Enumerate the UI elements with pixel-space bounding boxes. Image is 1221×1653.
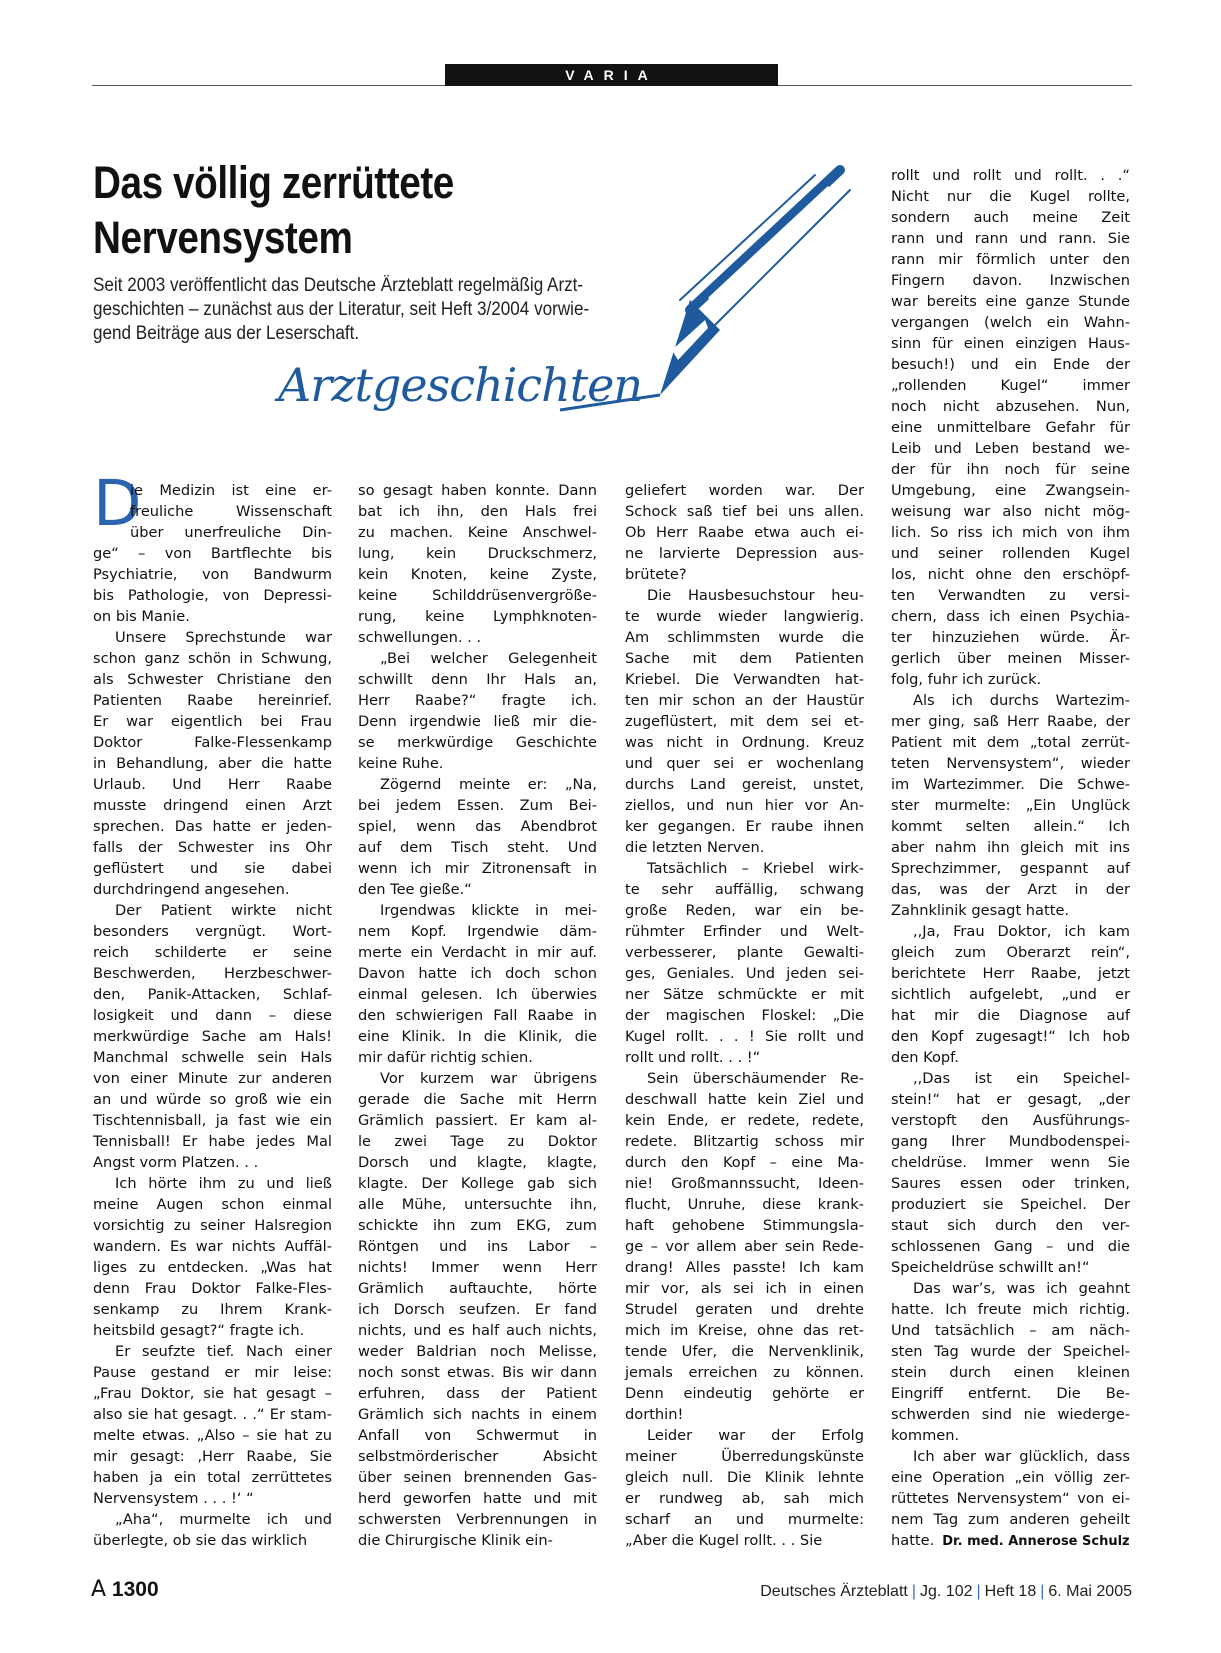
text-line: noch nicht abzusehen. Nun, [891,398,1130,415]
text-line: redete. Blitzartig schoss mir [625,1133,864,1150]
text-line: Grämlich sich nachts in einem [358,1406,597,1423]
separator: | [976,1583,981,1600]
text-line: drang! Alles passte! Ich kam [625,1259,864,1276]
text-line: besuch!) und ein Ende der [891,356,1130,373]
text-line: Leider war der Erfolg [647,1427,864,1444]
text-line: Speicheldrüse schwillt an!“ [891,1259,1090,1276]
text-line: los, nicht ohne den erschöpf- [891,566,1130,583]
text-line: Irgendwas klickte in mei- [380,902,597,919]
text-line: ten mir schon an der Haustür [625,692,864,709]
text-line: melte etwas. „Also – sie hat zu [93,1427,332,1444]
text-line: ge“ – von Bartflechte bis [93,545,332,562]
text-line: durchdringend angesehen. [93,881,290,898]
text-line: verbesserer, plante Gewalti- [625,944,864,961]
text-line: weder Baldrian noch Melisse, [358,1343,597,1360]
text-line: cheldrüse. Immer wenn Sie [891,1154,1130,1171]
text-line: erfuhren, dass der Patient [358,1385,597,1402]
text-line: kommen. [891,1427,960,1444]
text-line: durchs Land gereist, unstet, [625,776,864,793]
text-line: als Schwester Christiane den [93,671,332,688]
text-line: den schwierigen Fall Raabe in [358,1007,597,1024]
article-intro [93,274,590,346]
article-column-4 [891,165,1130,1552]
text-line: spiel, wenn das Abendbrot [358,818,597,835]
article-column-2 [358,480,597,1551]
text-line: klagte. Der Kollege gab sich [358,1175,597,1192]
text-line: ,,Ja, Frau Doktor, ich kam [913,923,1130,940]
text-line: an und würde so groß wie ein [93,1091,332,1108]
text-line: Sprechzimmer, gespannt auf [891,860,1130,877]
headline-line-1: Das völlig zerrüttete [93,157,454,208]
text-line: die letzten Nerven. [625,839,765,856]
text-line: Angst vorm Platzen. . . [93,1154,259,1171]
text-line: kommt selten allein.“ Ich [891,818,1130,835]
text-line: schwillt denn Ihr Hals an, [358,671,597,688]
text-line: Psychiatrie, von Bandwurm [93,566,332,583]
text-line: folg, fuhr ich zurück. [891,671,1042,688]
intro-line-3: gend Beiträge aus der Leserschaft. [93,323,360,344]
text-line: le zwei Tage zu Doktor [358,1133,597,1150]
text-line: schlossenen Gang – und die [891,1238,1130,1255]
text-line: senkamp zu Ihrem Krank- [93,1301,332,1318]
page-number-value: 1300 [111,1578,159,1601]
text-line: Sache mit dem Patienten [625,650,864,667]
text-line: „rollenden Kugel“ immer [891,377,1130,394]
text-line: mir dafür richtig schien. [358,1049,533,1066]
text-line: merte ein Verdacht in mir auf. [358,944,597,961]
text-line: losigkeit und dann – diese [93,1007,332,1024]
text-line: Zahnklinik gesagt hatte. [891,902,1070,919]
text-line: teten Nervensystem“, wieder [891,755,1130,772]
text-line: gerade die Sache mit Herrn [358,1091,597,1108]
text-line: über unerfreuliche Din- [130,524,332,541]
text-line: bei jedem Essen. Zum Bei- [358,797,597,814]
text-line: bis Pathologie, von Depressi- [93,587,332,604]
text-line: Strudel geraten und drehte [625,1301,864,1318]
text-line: Urlaub. Und Herr Raabe [93,776,332,793]
author-signature: Dr. med. Annerose Schulz [942,1534,1130,1549]
text-line: Fingern davon. Inzwischen [891,272,1130,289]
text-line: nem Kopf. Irgendwie däm- [358,923,597,940]
text-line: überlegte, ob sie das wirklich [93,1532,308,1549]
article-column-3 [625,480,864,1551]
text-line: Sein überschäumender Re- [647,1070,864,1087]
text-line: Patient mit dem „total zerrüt- [891,734,1130,751]
text-line: bat ich ihn, den Hals frei [358,503,597,520]
text-line: ges, Geniales. Und jeden sei- [625,965,864,982]
text-line: besonders vergnügt. Wort- [93,923,332,940]
text-line: lung, kein Druckschmerz, [358,545,597,562]
intro-line-2: geschichten – zunächst aus der Literatur, seit Heft 3/2004 vorwie- [93,299,590,320]
text-line: nem Tag zum anderen geheilt [891,1511,1130,1528]
text-line: schwersten Verbrennungen in [358,1511,597,1528]
text-line: herd geworfen hatte und mit [358,1490,597,1507]
text-line: te sehr auffällig, schwang [625,881,864,898]
text-line: scharf an und murmelte: [625,1511,864,1528]
text-line: merkwürdige Sache am Hals! [93,1028,332,1045]
text-line: Grämlich auftauchte, hörte [358,1280,597,1297]
text-line: selbstmörderischer Absicht [358,1448,597,1465]
text-line: denn Frau Doktor Falke-Fles- [93,1280,332,1297]
text-line: und quer sei er wochenlang [625,755,864,772]
text-line: Und tatsächlich – am näch- [891,1322,1130,1339]
separator: | [911,1583,916,1600]
text-line: in Behandlung, aber die hatte [93,755,332,772]
text-line: ich Dorsch seufzen. Er fand [358,1301,597,1318]
text-line: Tatsächlich – Kriebel wirk- [647,860,864,877]
text-line: Am schlimmsten wurde die [625,629,864,646]
text-line: von einer Minute zur anderen [93,1070,332,1087]
text-line: reich schilderte er seine [93,944,332,961]
arztgeschichten-logo: Arztgeschichten [278,358,643,412]
text-line: geflüstert und sie dabei [93,860,332,877]
text-line: Davon hatte ich doch schon [358,965,597,982]
section-label: VARIA [445,64,778,86]
text-line: „Frau Doktor, sie hat gesagt – [93,1385,332,1402]
text-line: on bis Manie. [93,608,190,625]
text-line: Ob Herr Raabe etwa auch ei- [625,524,864,541]
text-line: flucht, Unruhe, diese krank- [625,1196,864,1213]
text-line: Tischtennisball, ja fast wie ein [93,1112,332,1129]
intro-line-1: Seit 2003 veröffentlicht das Deutsche Ärzteblatt regelmäßig Arzt- [93,275,584,296]
text-line: vergangen (welch ein Wahn- [891,314,1130,331]
text-line: ne larvierte Depression aus- [625,545,864,562]
text-line: haben ja ein total zerrüttetes [93,1469,332,1486]
text-line: ie Medizin ist eine er- [130,482,332,499]
text-line: Ich hörte ihm zu und ließ [115,1175,332,1192]
text-line: „Aha“, murmelte ich und [115,1511,332,1528]
text-line: ziellos, und nun hier vor An- [625,797,864,814]
text-line: produziert sie Speichel. Der [891,1196,1130,1213]
text-line: mir gesagt: ‚Herr Raabe, Sie [93,1448,332,1465]
text-line: aber nahm ihn gleich mit ins [891,839,1130,856]
text-line: Vor kurzem war übrigens [380,1070,597,1087]
text-line: Eingriff entfernt. Die Be- [891,1385,1130,1402]
text-line: sondern auch meine Zeit [891,209,1130,226]
text-line: ten Verwandten zu versi- [891,587,1130,604]
text-line: kein Ende, er redete, redete, [625,1112,864,1129]
text-line: Anfall von Schwermut in [358,1427,597,1444]
text-line: gleich null. Die Klinik lehnte [625,1469,864,1486]
text-line: te wurde wieder langwierig. [625,608,864,625]
text-line: liges zu entdecken. „Was hat [93,1259,332,1276]
text-line: Pause gestand er mir leise: [93,1364,332,1381]
text-line: stein!“ hat er gesagt, „der [891,1091,1130,1108]
text-line: musste dringend einen Arzt [93,797,332,814]
text-line: rann mir förmlich unter den [891,251,1130,268]
text-line: eine Klinik. In die Klinik, die [358,1028,597,1045]
text-line: keine Ruhe. [358,755,444,772]
text-line: Beschwerden, Herzbeschwer- [93,965,332,982]
text-line: ner Sätze schmückte er mit [625,986,864,1003]
text-line: Kriebel. Die Verwandten hat- [625,671,864,688]
text-line: einmal gelesen. Ich überwies [358,986,597,1003]
text-line: den Kopf zugesagt!“ Ich hob [891,1028,1130,1045]
text-line: tende Ufer, die Nervenklinik, [625,1343,864,1360]
text-line: mich im Kreise, ohne das ret- [625,1322,864,1339]
text-line: Grämlich passiert. Er kam al- [358,1112,597,1129]
text-line: schon ganz schön in Schwung, [93,650,332,667]
text-line: noch sonst etwas. Bis wir dann [358,1364,597,1381]
text-line: war bereits eine ganze Stunde [891,293,1130,310]
text-line: ter hinzuziehen würde. Är- [891,629,1130,646]
journal-date: 6. Mai 2005 [1048,1583,1132,1600]
journal-issue: Heft 18 [984,1583,1037,1600]
text-line: Umgebung, eine Zwangsein- [891,482,1130,499]
text-line: keine Schilddrüsenvergröße- [358,587,597,604]
text-line: alle Mühe, untersuchte ihn, [358,1196,597,1213]
text-line: ster murmelte: „Ein Unglück [891,797,1130,814]
text-line: Der Patient wirkte nicht [115,902,332,919]
text-line: vorsichtig zu seiner Halsregion [93,1217,332,1234]
page-prefix: A [91,1577,107,1602]
text-line: verstopft den Ausführungs- [891,1112,1130,1129]
text-line: Denn eindeutig gehörte er [625,1385,864,1402]
text-line: brütete? [625,566,687,583]
text-line: meine Augen schon einmal [93,1196,332,1213]
headline-line-2: Nervensystem [93,212,353,263]
text-line: Patienten Raabe hereinrief. [93,692,332,709]
text-line: „Aber die Kugel rollt. . . Sie [625,1532,823,1549]
text-line: große Reden, war ein be- [625,902,864,919]
text-line: den, Panik-Attacken, Schlaf- [93,986,332,1003]
text-line: meiner Überredungskünste [625,1448,864,1465]
article-column-1 [93,480,332,1551]
text-line: Röntgen und ins Labor – [358,1238,597,1255]
text-line: Er seufzte tief. Nach einer [115,1343,332,1360]
text-line: mer ging, saß Herr Raabe, der [891,713,1130,730]
separator: | [1040,1583,1045,1600]
text-line: falls der Schwester ins Ohr [93,839,332,856]
journal-name: Deutsches Ärzteblatt [760,1583,908,1600]
text-line: dorthin! [625,1406,684,1423]
text-line: berichtete Herr Raabe, jetzt [891,965,1130,982]
text-line: deschwall hatte kein Ziel und [625,1091,864,1108]
text-line: die Chirurgische Klinik ein- [358,1532,553,1549]
text-line: Nicht nur die Kugel rollte, [891,188,1130,205]
text-line: Als ich durchs Wartezim- [913,692,1130,709]
text-line: Herr Raabe?“ fragte ich. [358,692,597,709]
text-line: rühmter Erfinder und Welt- [625,923,864,940]
text-line: kein Knoten, keine Zyste, [358,566,597,583]
text-line: freuliche Wissenschaft [130,503,332,520]
text-line: haft gehobene Stimmungsla- [625,1217,864,1234]
text-line: nichts! Immer wenn Herr [358,1259,597,1276]
text-line: se merkwürdige Geschichte [358,734,597,751]
text-line: Unsere Sprechstunde war [115,629,332,646]
text-line: der magischen Floskel: „Die [625,1007,864,1024]
text-line: schwellungen. . . [358,629,482,646]
text-line: auf dem Tisch steht. Und [358,839,597,856]
text-line: Denn irgendwie ließ mir die- [358,713,597,730]
text-line: er rundweg ab, sah mich [625,1490,864,1507]
text-line: rung, keine Lymphknoten- [358,608,597,625]
journal-footer [760,1583,1132,1601]
text-line: gang Ihrer Mundbodenspei- [891,1133,1130,1150]
text-line: so gesagt haben konnte. Dann [358,482,597,499]
text-line: und seiner rollenden Kugel [891,545,1130,562]
text-line: Manchmal schwelle sein Hals [93,1049,332,1066]
text-line: sichtlich aufgelebt, „und er [891,986,1130,1003]
text-line: ker gegangen. Er raube ihnen [625,818,864,835]
text-line: den Kopf. [891,1049,959,1066]
text-line: jemals erreichen zu können. [625,1364,864,1381]
text-line: der für ihn noch für seine [891,461,1130,478]
text-line: mir vor, als sei ich in einen [625,1280,864,1297]
text-line: zugeflüstert, mit dem sei et- [625,713,864,730]
text-line: Das war’s, was ich geahnt [913,1280,1130,1297]
text-line: Ich aber war glücklich, dass [913,1448,1130,1465]
text-line: Saures essen oder trinken, [891,1175,1130,1192]
text-line: rollt und rollt und rollt. . .“ [891,167,1130,184]
text-line: eine Operation „ein völlig zer- [891,1469,1130,1486]
text-line: das, was der Arzt in der [891,881,1130,898]
text-line: staut sich durch den ver- [891,1217,1130,1234]
text-line: im Wartezimmer. Die Schwe- [891,776,1130,793]
text-line: Tennisball! Er habe jedes Mal [93,1133,332,1150]
text-line: „Bei welcher Gelegenheit [380,650,597,667]
text-line: ,,Das ist ein Speichel- [913,1070,1130,1087]
text-line: Leib und Leben bestand we- [891,440,1130,457]
drop-cap: D [93,467,142,540]
page-number [91,1577,159,1602]
text-line: hatte. Ich freute mich richtig. [891,1301,1130,1318]
text-line: zu machen. Keine Anschwel- [358,524,597,541]
text-line: geliefert worden war. Der [625,482,864,499]
text-line: ge – vor allem aber sein Rede- [625,1238,864,1255]
text-line: Die Hausbesuchstour heu- [647,587,864,604]
text-line: den Tee gieße.“ [358,881,472,898]
text-line: rollt und rollt. . . !“ [625,1049,761,1066]
text-line: schickte ihn zum EKG, zum [358,1217,597,1234]
text-line: sinn für einen einzigen Haus- [891,335,1130,352]
text-line: was nicht in Ordnung. Kreuz [625,734,864,751]
text-line: über seinen brennenden Gas- [358,1469,597,1486]
text-line: rüttetes Nervensystem“ von ei- [891,1490,1130,1507]
text-line: chern, dass ich einen Psychia- [891,608,1130,625]
text-line: hat mir die Diagnose auf [891,1007,1130,1024]
text-line: eine unmittelbare Gefahr für [891,419,1130,436]
text-line: gerlich über meinen Misser- [891,650,1130,667]
text-line: Doktor Falke-Flessenkamp [93,734,332,751]
text-line: Schock saß tief bei uns allen. [625,503,864,520]
text-line: durch den Kopf – eine Ma- [625,1154,864,1171]
text-line: sprechen. Das hatte er jeden- [93,818,332,835]
text-line: nie! Großmannssucht, Ideen- [625,1175,864,1192]
text-line: sten Tag wurde der Speichel- [891,1343,1130,1360]
text-line: also sie hat gesagt. . .“ Er stam- [93,1406,332,1423]
text-line: weisung war also nicht mög- [891,503,1130,520]
text-line: hatte. Dr. med. Annerose Schulz [891,1532,1130,1549]
text-line: rann und rann und rann. Sie [891,230,1130,247]
text-line: stein durch einen kleinen [891,1364,1130,1381]
article-headline [93,155,540,265]
text-line: Dorsch und klagte, klagte, [358,1154,597,1171]
text-line: Er war eigentlich bei Frau [93,713,332,730]
text-line: schwerden sind nie wiederge- [891,1406,1130,1423]
journal-volume: Jg. 102 [920,1583,973,1600]
text-line: nichts, und es half auch nichts, [358,1322,597,1339]
text-line: Kugel rollt. . . ! Sie rollt und [625,1028,864,1045]
text-line: gleich zum Oberarzt rein“, [891,944,1130,961]
text-line: heitsbild gesagt?“ fragte ich. [93,1322,305,1339]
text-line: Nervensystem . . . !‘ “ [93,1490,254,1507]
text-line: lich. So riss ich mich von ihm [891,524,1130,541]
text-line: Zögernd meinte er: „Na, [380,776,597,793]
text-line: wandern. Es war nichts Auffäl- [93,1238,332,1255]
text-line: wenn ich mir Zitronensaft in [358,860,597,877]
